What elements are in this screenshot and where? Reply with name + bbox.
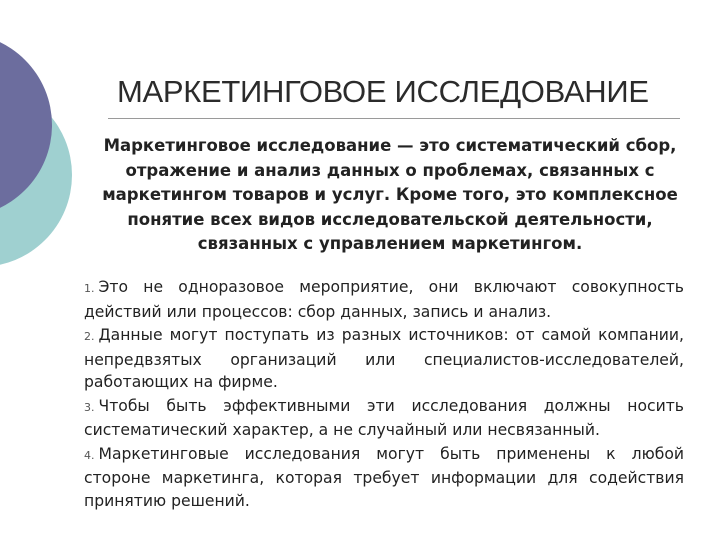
title-divider (108, 118, 680, 119)
item-number: 3. (84, 400, 95, 414)
list-item (84, 324, 684, 394)
item-number: 1. (84, 282, 95, 295)
item-text: Чтобы быть эффективными эти исследования должны носить систематический характер, а не случайный или несвязанный. (84, 396, 684, 439)
item-number: 2. (84, 330, 95, 343)
list-item (84, 276, 684, 323)
numbered-list (84, 276, 684, 513)
item-text: Это не одноразовое мероприятие, они включают совокупность действий или процессов: сбор данных, запись и анализ. (84, 278, 684, 321)
slide-title: МАРКЕТИНГОВОЕ ИССЛЕДОВАНИЕ (117, 74, 649, 109)
list-item (84, 395, 684, 442)
list-item (84, 443, 684, 513)
item-number: 4. (84, 448, 95, 462)
item-text: Маркетинговые исследования могут быть применены к любой стороне маркетинга, которая требует информации для содействия принятию решений. (84, 444, 684, 510)
item-text: Данные могут поступать из разных источников: от самой компании, непредвзятых организаций или специалистов-исследователей, работающих на фирме. (84, 326, 684, 391)
intro-paragraph: Маркетинговое исследование — это систематический сбор, отражение и анализ данных о проблемах, связанных с маркетингом товаров и услуг. Кроме того, это комплексное понятие всех видов исследовательской деятельности, связанных с управлением маркетингом. (102, 136, 678, 253)
